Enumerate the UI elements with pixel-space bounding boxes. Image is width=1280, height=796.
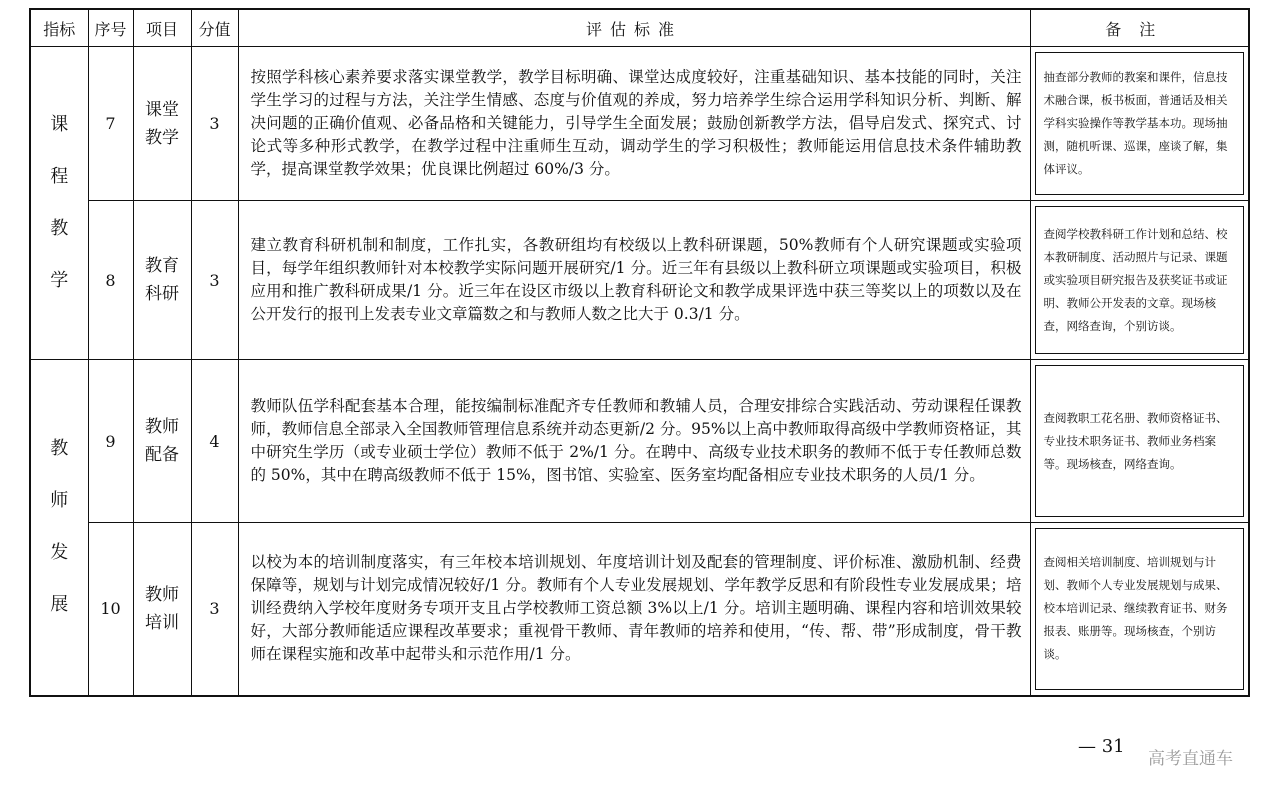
table-row <box>30 201 1249 360</box>
score-cell: 3 <box>191 47 238 201</box>
item-line: 培训 <box>145 612 179 633</box>
note-box <box>1035 365 1245 517</box>
indicator-char: 发 <box>50 542 69 564</box>
indicator-char: 学 <box>50 270 69 291</box>
seq-cell: 8 <box>88 201 133 360</box>
score-cell: 3 <box>191 201 238 360</box>
header-score: 分值 <box>191 9 238 47</box>
note-text: 查阅教职工花名册、教师资格证书、专业技术职务证书、教师业务档案等。现场核查，网络查询。 <box>1043 410 1228 471</box>
indicator-cell <box>30 360 88 696</box>
score-cell: 3 <box>191 523 238 696</box>
criteria-cell: 按照学科核心素养要求落实课堂教学，教学目标明确、课堂达成度较好，注重基础知识、基本技能的同时，关注学生学习的过程与方法，关注学生情感、态度与价值观的养成，努力培养学生综合运用学科知识分析、判断、解决问题的正确价值观、必备品格和关键能力，引导学生全面发展；鼓励创新教学方法，倡导启发式、探究式、讨论式等多种形式教学，在教学过程中注重师生互动，调动学生的学习积极性；教师能运用信息技术条件辅助教学，提高课堂教学效果；优良课比例超过 60%/3 分。 <box>238 47 1030 201</box>
note-text: 抽查部分教师的教案和课件，信息技术融合课，板书板面，普通话及相关学科实验操作等教学基本功。现场抽测，随机听课、巡课，座谈了解，集体评议。 <box>1043 70 1228 176</box>
item-line: 课堂 <box>145 99 179 120</box>
note-cell <box>1030 360 1249 523</box>
item-cell <box>133 360 191 523</box>
item-line: 配备 <box>145 445 179 465</box>
header-indicator: 指标 <box>30 9 88 47</box>
note-cell <box>1030 523 1249 696</box>
seq-cell: 9 <box>88 360 133 523</box>
note-text: 查阅学校教科研工作计划和总结、校本教研制度、活动照片与记录、课题或实验项目研究报告及获奖证书或证明、教师公开发表的文章。现场核查，网络查询，个别访谈。 <box>1043 226 1228 333</box>
note-cell <box>1030 47 1249 201</box>
criteria-cell: 建立教育科研机制和制度，工作扎实，各教研组均有校级以上教科研课题，50%教师有个人研究课题或实验项目，每学年组织教师针对本校教学实际问题开展研究/1 分。近三年有县级以上教科研立项课题或实验项目，积极应用和推广教科研成果/1 分。近三年在设区市级以上教育科研论文和教学成果评选中获三等奖以上的项数以及在公开发行的报刊上发表专业文章篇数之和与教师人数之比大于 0.3/1 分。 <box>238 201 1030 360</box>
table-row <box>30 523 1249 696</box>
page-number: — 31 <box>1078 736 1125 757</box>
header-item: 项目 <box>133 9 191 47</box>
indicator-char: 课 <box>50 114 69 135</box>
item-line: 教师 <box>145 417 179 437</box>
evaluation-table <box>29 8 1250 697</box>
indicator-char: 程 <box>50 166 69 187</box>
item-line: 教师 <box>145 584 179 605</box>
table-row <box>30 360 1249 523</box>
seq-cell: 10 <box>88 523 133 696</box>
header-row <box>30 9 1249 47</box>
criteria-cell: 教师队伍学科配套基本合理，能按编制标准配齐专任教师和教辅人员，合理安排综合实践活动、劳动课程任课教师，教师信息全部录入全国教师管理信息系统并动态更新/2 分。95%以上高中教师取得高级中学教师资格证，其中研究生学历（或专业硕士学位）教师不低于 2%/1 分。在聘中、高级专业技术职务的教师不低于专任教师总数的 50%，其中在聘高级教师不低于 15%，图书馆、实验室、医务室均配备相应专业技术职务的人员/1 分。 <box>238 360 1030 523</box>
note-box <box>1035 206 1245 354</box>
item-cell <box>133 523 191 696</box>
indicator-cell <box>30 47 88 360</box>
note-box <box>1035 528 1245 690</box>
item-line: 科研 <box>145 284 179 304</box>
indicator-char: 师 <box>50 490 69 512</box>
indicator-char: 教 <box>50 218 69 239</box>
indicator-char: 教 <box>50 438 69 460</box>
item-line: 教学 <box>145 127 179 148</box>
score-cell: 4 <box>191 360 238 523</box>
watermark-text: 高考直通车 <box>1148 749 1233 769</box>
criteria-cell: 以校为本的培训制度落实，有三年校本培训规划、年度培训计划及配套的管理制度、评价标准、激励机制、经费保障等，规划与计划完成情况较好/1 分。教师有个人专业发展规划、学年教学反思和有阶段性专业发展成果；培训经费纳入学校年度财务专项开支且占学校教师工资总额 3%以上/1 分。培训主题明确、课程内容和培训效果较好，大部分教师能适应课程改革要求；重视骨干教师、青年教师的培养和使用，“传、帮、带”形成制度，骨干教师在课程实施和改革中起带头和示范作用/1 分。 <box>238 523 1030 696</box>
header-seq: 序号 <box>88 9 133 47</box>
header-notes: 备注 <box>1030 9 1249 47</box>
indicator-char: 展 <box>50 594 69 616</box>
note-text: 查阅相关培训制度、培训规划与计划、教师个人专业发展规划与成果、校本培训记录、继续教育证书、财务报表、账册等。现场核查，个别访谈。 <box>1043 555 1228 662</box>
table-row <box>30 47 1249 201</box>
header-criteria: 评估标准 <box>238 9 1030 47</box>
note-cell <box>1030 201 1249 360</box>
item-cell <box>133 201 191 360</box>
item-cell <box>133 47 191 201</box>
item-line: 教育 <box>145 256 179 276</box>
seq-cell: 7 <box>88 47 133 201</box>
note-box <box>1035 52 1245 195</box>
